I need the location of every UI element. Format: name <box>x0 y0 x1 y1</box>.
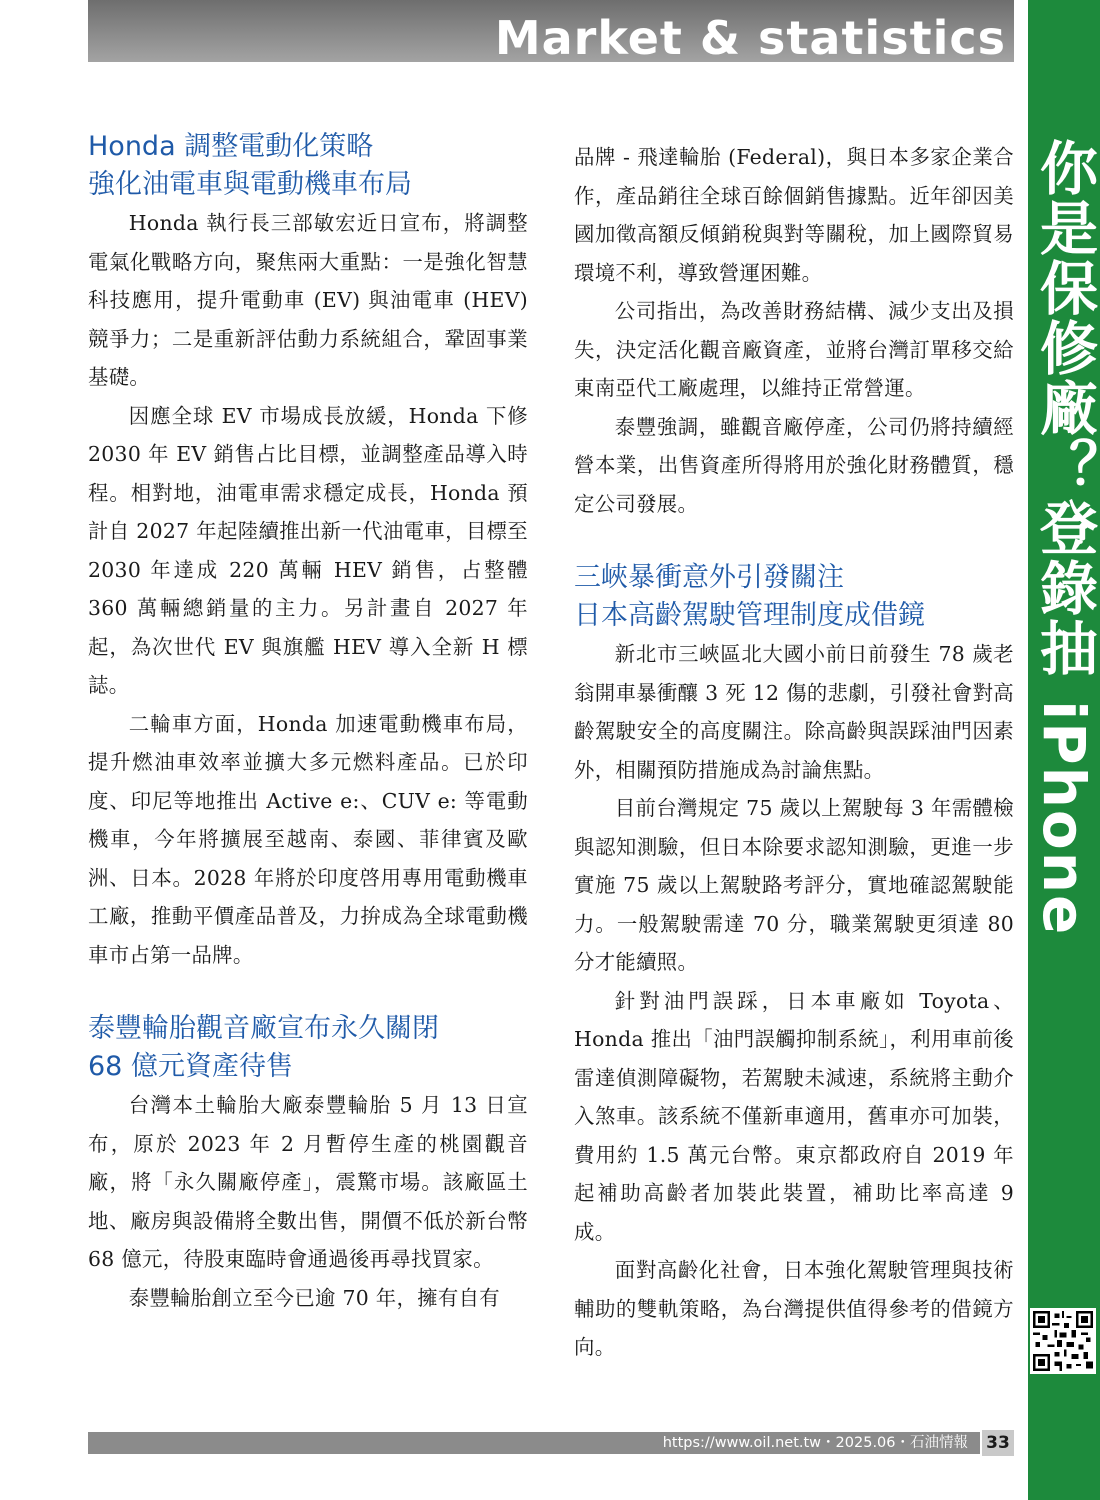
page-number: 33 <box>982 1430 1014 1456</box>
article-paragraph: 面對高齡化社會，日本強化駕駛管理與技術輔助的雙軌策略，為台灣提供值得參考的借鏡方向。 <box>574 1258 1014 1359</box>
right-column <box>574 138 1014 1367</box>
footer-text: https://www.oil.net.tw・2025.06・石油情報 <box>662 1435 968 1451</box>
article-headline <box>88 128 528 204</box>
article-paragraph: 台灣本土輪胎大廠泰豐輪胎 5 月 13 日宣布，原於 2023 年 2 月暫停生產的桃園觀音廠，將「永久關廠停產」，震驚市場。該廠區土地、廠房與設備將全數出售，開價不低於新台幣 68 億元，待股東臨時會通過後再尋找買家。 <box>88 1093 528 1271</box>
article-paragraph: 公司指出，為改善財務結構、減少支出及損失，決定活化觀音廠資產，並將台灣訂單移交給東南亞代工廠處理，以維持正常營運。 <box>574 299 1014 400</box>
article-paragraph: 泰豐強調，雖觀音廠停產，公司仍將持續經營本業，出售資產所得將用於強化財務體質，穩定公司發展。 <box>574 414 1014 516</box>
section-title: Market & statistics <box>494 11 1006 65</box>
article-paragraph: 針對油門誤踩，日本車廠如 Toyota、Honda 推出「油門誤觸抑制系統」，利用車前後雷達偵測障礙物，若駕駛未減速，系統將主動介入煞車。該系統不僅新車適用，舊車亦可加裝，費用約 1.5 萬元台幣。東京都政府自 2019 年起補助高齡者加裝此裝置，補助比率高達 9 成。 <box>574 988 1014 1244</box>
headline-line: 三峽暴衝意外引發關注 <box>574 562 844 593</box>
promo-text[interactable]: 你是保修廠？登錄抽 iPhone <box>1030 138 1098 937</box>
footer-band <box>88 1432 980 1454</box>
promo-sidebar[interactable] <box>1028 0 1100 1500</box>
article-headline <box>574 559 1014 635</box>
article-paragraph: 二輪車方面，Honda 加速電動機車布局，提升燃油車效率並擴大多元燃料產品。已於印度、印尼等地推出 Active e:、CUV e: 等電動機車，今年將擴展至越南、泰國、菲律賓及歐洲、日本。2028 年將於印度啓用專用電動機車工廠，推動平價產品普及，力拚成為全球電動機車市占第一品牌。 <box>88 711 528 967</box>
headline-line: Honda 調整電動化策略 <box>88 131 374 162</box>
article-paragraph: 目前台灣規定 75 歲以上駕駛每 3 年需體檢與認知測驗，但日本除要求認知測驗，更進一步實施 75 歲以上駕駛路考評分，實地確認駕駛能力。一般駕駛需達 70 分，職業駕駛更須達 80 分才能續照。 <box>574 796 1014 974</box>
article-paragraph-continued: 品牌 - 飛達輪胎 (Federal)，與日本多家企業合作，產品銷往全球百餘個銷售據點。近年卻因美國加徵高額反傾銷稅與對等關稅，加上國際貿易環境不利，導致營運困難。 <box>574 145 1014 285</box>
qr-code-icon[interactable] <box>1030 1308 1096 1374</box>
left-column <box>88 128 528 1317</box>
headline-line: 日本高齡駕駛管理制度成借鏡 <box>574 600 925 631</box>
article-headline <box>88 1010 528 1086</box>
header-band <box>88 0 1014 65</box>
headline-line: 泰豐輪胎觀音廠宣布永久關閉 <box>88 1013 439 1044</box>
article-paragraph: 泰豐輪胎創立至今已逾 70 年，擁有自有 <box>128 1285 500 1310</box>
headline-line: 68 億元資產待售 <box>88 1051 293 1082</box>
article-paragraph: 新北市三峽區北大國小前日前發生 78 歲老翁開車暴衝釀 3 死 12 傷的悲劇，引發社會對高齡駕駛安全的高度關注。除高齡與誤踩油門因素外，相關預防措施成為討論焦點。 <box>574 642 1014 782</box>
article-paragraph: Honda 執行長三部敏宏近日宣布，將調整電氣化戰略方向，聚焦兩大重點：一是強化智慧科技應用，提升電動車 (EV) 與油電車 (HEV) 競爭力；二是重新評估動力系統組合，鞏固事業基礎。 <box>88 211 528 389</box>
headline-line: 強化油電車與電動機車布局 <box>88 169 412 200</box>
article-paragraph: 因應全球 EV 市場成長放緩，Honda 下修 2030 年 EV 銷售占比目標，並調整產品導入時程。相對地，油電車需求穩定成長，Honda 預計自 2027 年起陸續推出新一代油電車，目標至 2030 年達成 220 萬輛 HEV 銷售，占整體 360 萬輛總銷量的主力。另計畫自 2027 年起，為次世代 EV 與旗艦 HEV 導入全新 H 標誌。 <box>88 403 528 697</box>
